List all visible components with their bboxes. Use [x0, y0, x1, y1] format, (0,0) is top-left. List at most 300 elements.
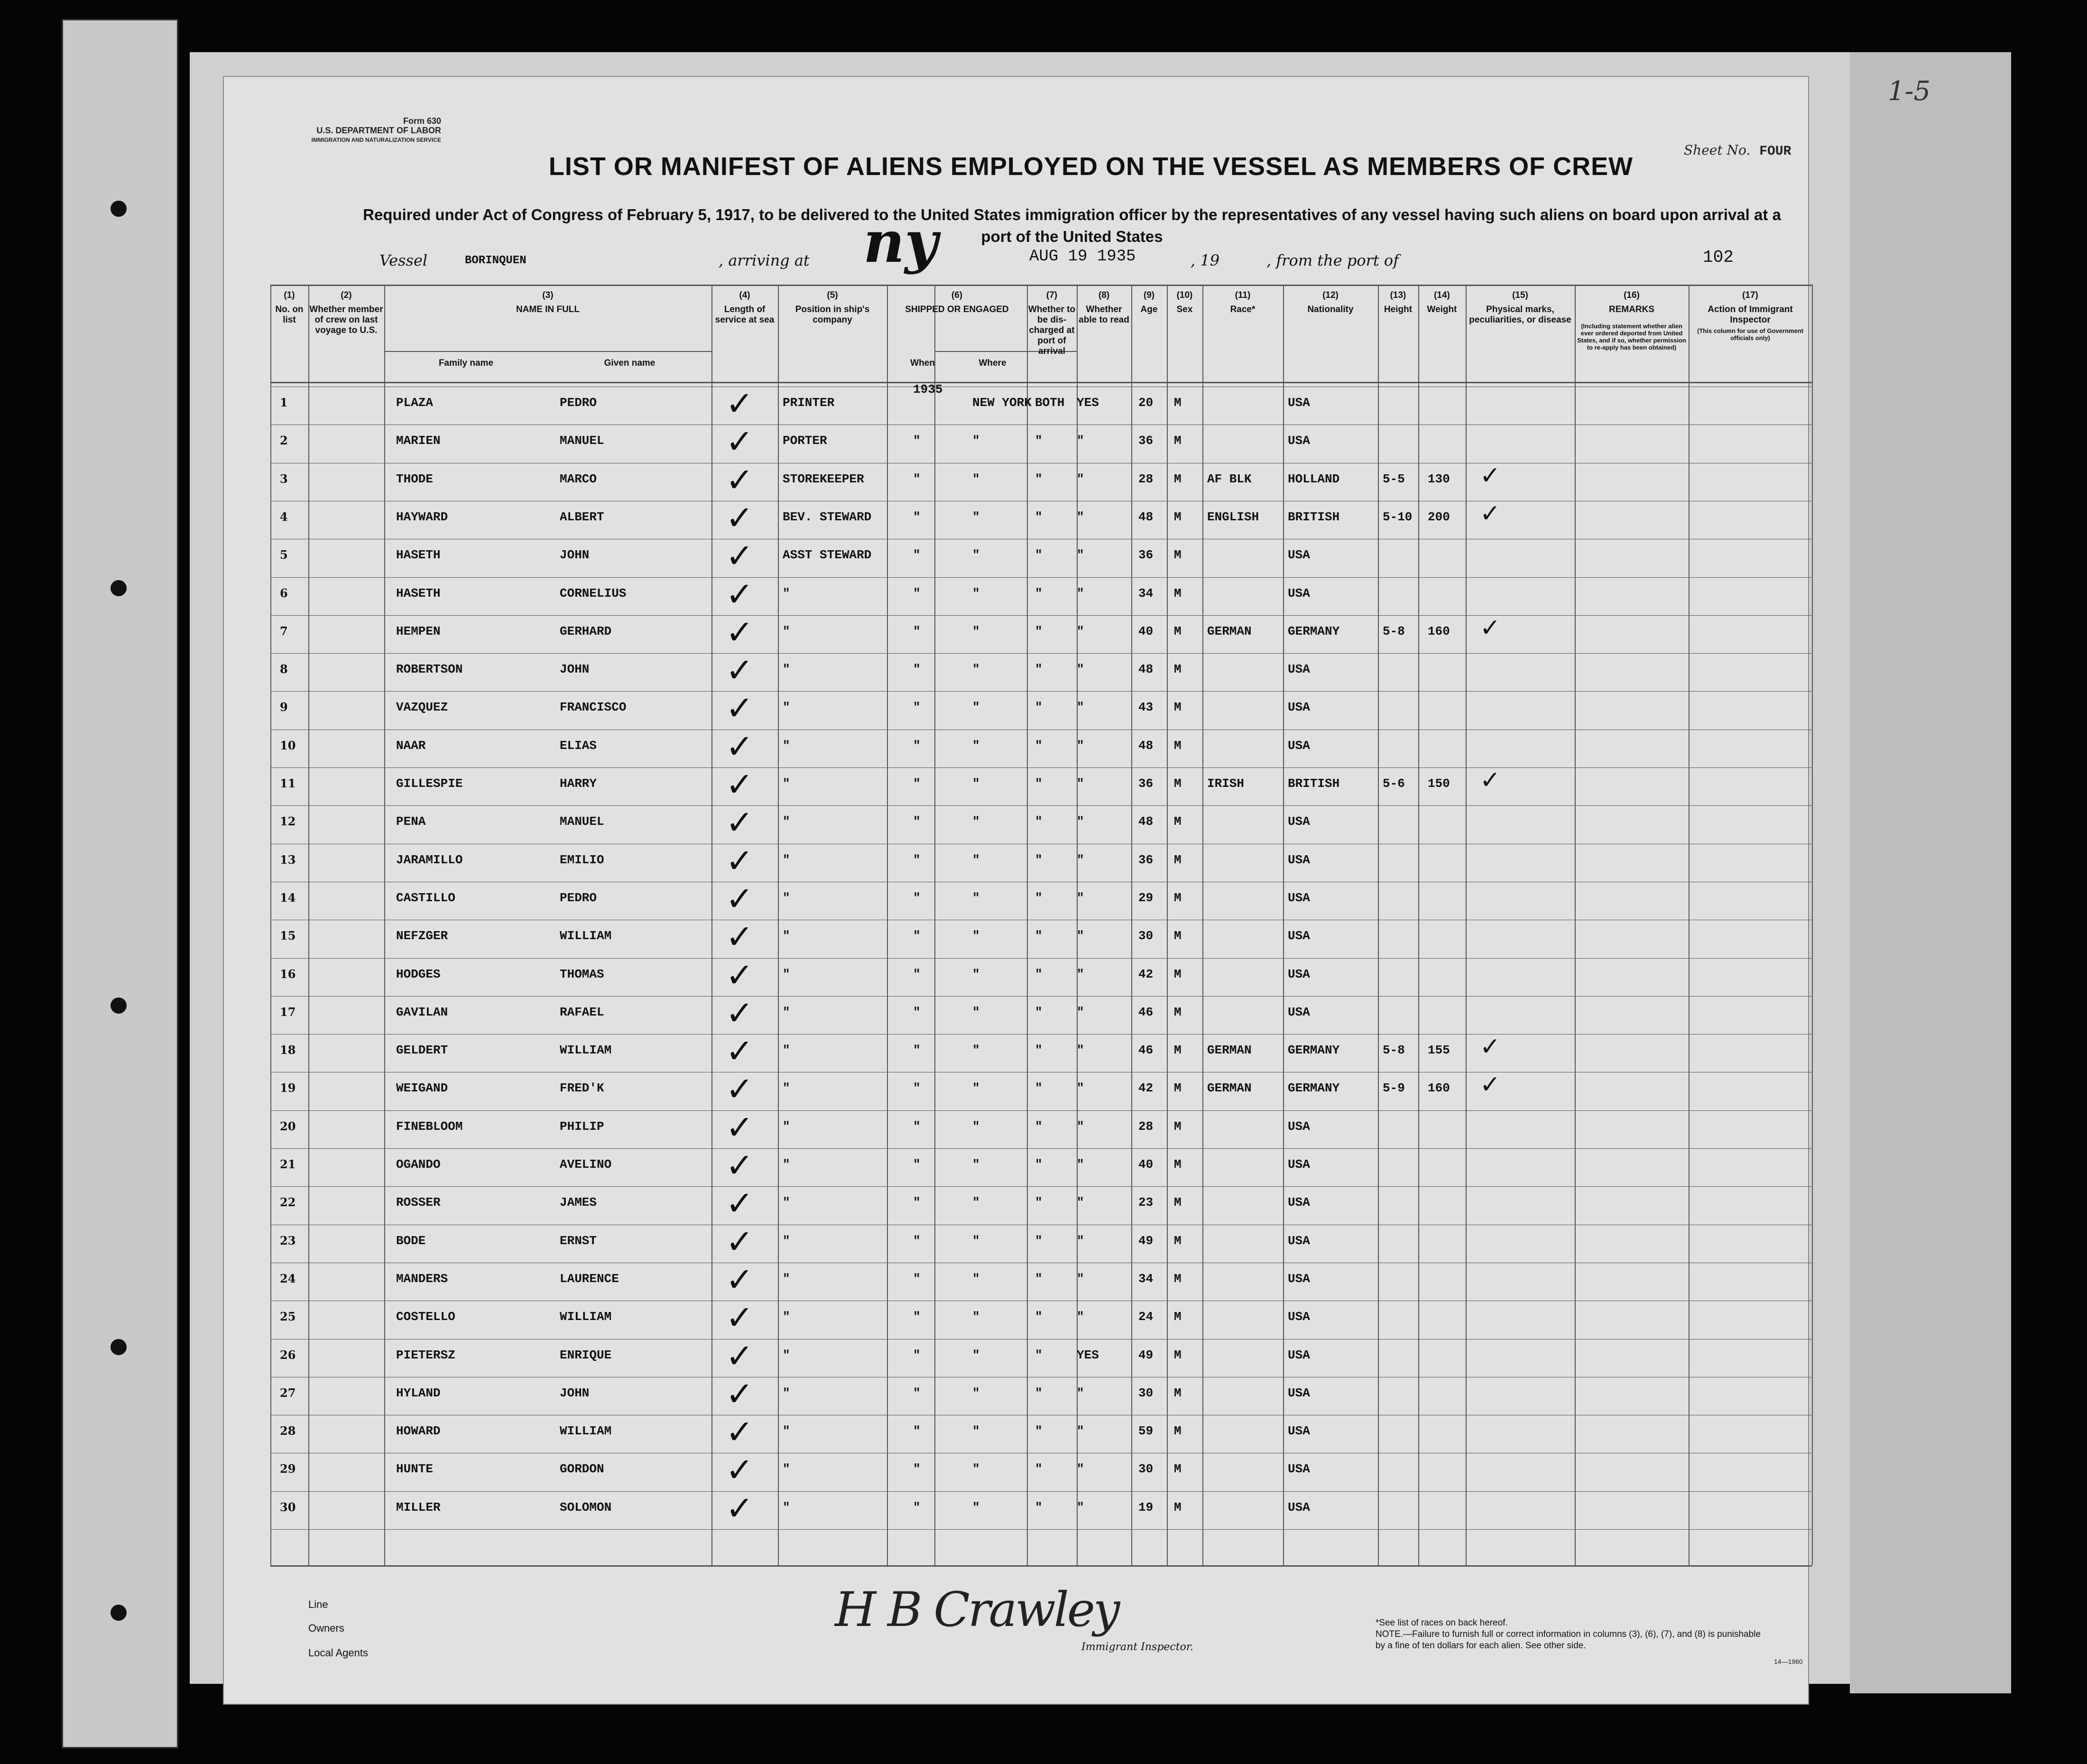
age: 34 — [1138, 1271, 1154, 1286]
check-mark-icon: ✓ — [726, 384, 754, 423]
sex: M — [1174, 929, 1182, 943]
row-number: 8 — [280, 662, 288, 676]
column-label: Where — [979, 358, 1007, 368]
column-label: No. on list — [275, 305, 304, 325]
age: 36 — [1138, 548, 1154, 563]
position: " — [783, 1271, 790, 1286]
column-number: (5) — [827, 290, 838, 300]
column-header — [1131, 290, 1167, 315]
position: " — [783, 1043, 790, 1058]
family-name: GAVILAN — [396, 1005, 448, 1019]
local-agents-label: Local Agents — [308, 1647, 368, 1659]
age: 48 — [1138, 509, 1154, 524]
able-to-read: " — [1077, 814, 1084, 829]
age: 36 — [1138, 434, 1154, 448]
column-header — [1689, 327, 1812, 342]
shipped-where: NEW YORK — [972, 396, 1032, 410]
shipped-where: " — [972, 1119, 980, 1134]
page-title: LIST OR MANIFEST OF ALIENS EMPLOYED ON THE VESSEL AS MEMBERS OF CREW — [548, 152, 1634, 181]
nationality: HOLLAND — [1288, 471, 1340, 486]
age: 42 — [1138, 1081, 1154, 1096]
shipped-where: " — [972, 1462, 980, 1477]
column-header — [778, 290, 887, 325]
table-row — [270, 1222, 1812, 1266]
shipped-where: " — [972, 776, 980, 791]
nationality: USA — [1288, 1195, 1310, 1210]
position: " — [783, 852, 790, 867]
punch-hole — [111, 1339, 127, 1355]
given-name: SOLOMON — [560, 1500, 612, 1515]
sex: M — [1174, 434, 1182, 448]
check-mark-icon: ✓ — [726, 1374, 754, 1413]
manifest-number: 102 — [1703, 248, 1734, 267]
check-mark-icon: ✓ — [726, 498, 754, 537]
family-name: FINEBLOOM — [396, 1119, 463, 1134]
family-name: HASETH — [396, 586, 441, 600]
shipped-when: " — [913, 1271, 921, 1286]
discharged: " — [1035, 471, 1043, 486]
position: " — [783, 967, 790, 981]
age: 46 — [1138, 1005, 1154, 1019]
given-name: PHILIP — [560, 1119, 604, 1134]
discharged: " — [1035, 738, 1043, 753]
column-header — [887, 358, 958, 369]
sex: M — [1174, 890, 1182, 905]
age: 48 — [1138, 814, 1154, 829]
sex: M — [1174, 852, 1182, 867]
family-name: MILLER — [396, 1500, 441, 1515]
column-label: Sex — [1176, 305, 1193, 314]
given-name: FRED'K — [560, 1081, 604, 1096]
table-row — [270, 879, 1812, 923]
able-to-read: " — [1077, 700, 1084, 715]
shipped-when: " — [913, 1385, 921, 1400]
given-name: MARCO — [560, 471, 597, 486]
footnote-races: *See list of races on back hereof. — [1376, 1618, 1508, 1628]
age: 29 — [1138, 890, 1154, 905]
height: 5-10 — [1383, 509, 1413, 524]
row-number: 17 — [280, 1005, 296, 1019]
sex: M — [1174, 814, 1182, 829]
row-number: 21 — [280, 1157, 296, 1171]
discharged: " — [1035, 548, 1043, 563]
position: " — [783, 1462, 790, 1477]
vessel-name: BORINQUEN — [465, 254, 526, 267]
row-number: 22 — [280, 1195, 296, 1210]
right-edge-page — [1850, 52, 2011, 1693]
able-to-read: " — [1077, 662, 1084, 677]
table-row — [270, 689, 1812, 732]
shipped-where: " — [972, 1043, 980, 1058]
position: " — [783, 586, 790, 600]
able-to-read: " — [1077, 776, 1084, 791]
shipped-where: " — [972, 471, 980, 486]
shipped-when: " — [913, 586, 921, 600]
check-mark-icon: ✓ — [1480, 499, 1501, 528]
column-number: (10) — [1176, 290, 1193, 300]
family-name: HAYWARD — [396, 509, 448, 524]
row-number: 13 — [280, 852, 296, 867]
table-row — [270, 993, 1812, 1037]
able-to-read: " — [1077, 548, 1084, 563]
column-label: Weight — [1427, 305, 1457, 314]
able-to-read: " — [1077, 852, 1084, 867]
column-label: Position in ship's company — [795, 305, 870, 325]
able-to-read: " — [1077, 1081, 1084, 1096]
check-mark-icon: ✓ — [726, 422, 754, 462]
shipped-where: " — [972, 1157, 980, 1172]
table-row — [270, 917, 1812, 961]
family-name: COSTELLO — [396, 1310, 455, 1324]
discharged: " — [1035, 1081, 1043, 1096]
position: ASST STEWARD — [783, 548, 872, 563]
shipped-when: " — [913, 929, 921, 943]
sex: M — [1174, 509, 1182, 524]
nationality: USA — [1288, 1271, 1310, 1286]
column-label: REMARKS — [1608, 305, 1655, 314]
position: BEV. STEWARD — [783, 509, 872, 524]
given-name: WILLIAM — [560, 1310, 612, 1324]
column-header — [1378, 290, 1418, 315]
column-number: (9) — [1143, 290, 1155, 300]
position: " — [783, 1119, 790, 1134]
discharged: " — [1035, 1424, 1043, 1439]
given-name: THOMAS — [560, 967, 604, 981]
nationality: USA — [1288, 1348, 1310, 1362]
column-number: (13) — [1390, 290, 1406, 300]
table-border — [270, 285, 1812, 286]
table-row — [270, 382, 1812, 428]
height: 5-6 — [1383, 776, 1405, 791]
shipped-when: " — [913, 1233, 921, 1248]
position: " — [783, 1500, 790, 1515]
given-name: PEDRO — [560, 396, 597, 410]
column-number: (12) — [1322, 290, 1339, 300]
table-row — [270, 1374, 1812, 1418]
shipped-where: " — [972, 509, 980, 524]
binder-strip — [62, 19, 178, 1748]
able-to-read: YES — [1077, 1348, 1099, 1362]
family-name: HOWARD — [396, 1424, 441, 1439]
shipped-when: " — [913, 434, 921, 448]
shipped-when: " — [913, 662, 921, 677]
column-label: Action of Immigrant Inspector — [1708, 305, 1793, 325]
column-number: (4) — [739, 290, 750, 300]
shipped-when: " — [913, 1424, 921, 1439]
nationality: USA — [1288, 1424, 1310, 1439]
given-name: JOHN — [560, 548, 590, 563]
sex: M — [1174, 700, 1182, 715]
table-row — [270, 1260, 1812, 1304]
able-to-read: " — [1077, 1310, 1084, 1324]
form-code: 14—1960 — [1774, 1658, 1803, 1665]
shipped-where: " — [972, 1310, 980, 1324]
shipped-when: " — [913, 1043, 921, 1058]
family-name: NAAR — [396, 738, 426, 753]
age: 34 — [1138, 586, 1154, 600]
sex: M — [1174, 1310, 1182, 1324]
check-mark-icon: ✓ — [726, 689, 754, 728]
column-label: (Including statement whether alien ever ordered deported from United States, and if so, whether permission to re-apply has been obtained) — [1577, 323, 1686, 351]
shipped-where: " — [972, 1424, 980, 1439]
given-name: EMILIO — [560, 852, 604, 867]
table-row — [270, 765, 1812, 809]
row-number: 20 — [280, 1119, 296, 1133]
table-row — [270, 422, 1812, 466]
position: " — [783, 929, 790, 943]
row-number: 6 — [280, 586, 288, 600]
check-mark-icon: ✓ — [1480, 766, 1501, 794]
sex: M — [1174, 1195, 1182, 1210]
position: " — [783, 1348, 790, 1362]
nationality: USA — [1288, 1310, 1310, 1324]
given-name: LAURENCE — [560, 1271, 619, 1286]
weight: 150 — [1428, 776, 1450, 791]
inspector-signature: H B Crawley — [835, 1582, 1118, 1637]
punch-hole — [111, 201, 127, 217]
punch-hole — [111, 997, 127, 1014]
sex: M — [1174, 738, 1182, 753]
shipped-when: " — [913, 1462, 921, 1477]
check-mark-icon: ✓ — [726, 727, 754, 766]
position: " — [783, 1385, 790, 1400]
discharged: " — [1035, 1385, 1043, 1400]
table-border — [270, 1565, 1812, 1567]
discharged: " — [1035, 890, 1043, 905]
shipped-when: " — [913, 509, 921, 524]
nationality: USA — [1288, 1462, 1310, 1477]
able-to-read: YES — [1077, 396, 1099, 410]
check-mark-icon: ✓ — [726, 612, 754, 652]
age: 46 — [1138, 1043, 1154, 1058]
sex: M — [1174, 1462, 1182, 1477]
table-row — [270, 460, 1812, 504]
sheet-number-label: Sheet No. — [1684, 142, 1751, 158]
sex: M — [1174, 624, 1182, 638]
service-name: IMMIGRATION AND NATURALIZATION SERVICE — [311, 137, 441, 143]
row-number: 24 — [280, 1271, 296, 1285]
column-header — [1283, 290, 1378, 315]
column-header — [270, 290, 308, 325]
able-to-read: " — [1077, 1271, 1084, 1286]
shipped-where: " — [972, 1005, 980, 1019]
column-label: Nationality — [1307, 305, 1354, 314]
sex: M — [1174, 1271, 1182, 1286]
given-name: FRANCISCO — [560, 700, 627, 715]
nationality: USA — [1288, 967, 1310, 981]
given-name: PEDRO — [560, 890, 597, 905]
form-identifier — [299, 116, 441, 145]
table-row — [270, 727, 1812, 771]
given-name: ERNST — [560, 1233, 597, 1248]
age: 30 — [1138, 1385, 1154, 1400]
shipped-where: " — [972, 700, 980, 715]
family-name: PENA — [396, 814, 426, 829]
column-header — [1466, 290, 1575, 325]
given-name: WILLIAM — [560, 1043, 612, 1058]
nationality: USA — [1288, 852, 1310, 867]
table-row — [270, 651, 1812, 694]
nationality: USA — [1288, 396, 1310, 410]
family-name: PLAZA — [396, 396, 434, 410]
check-mark-icon: ✓ — [726, 1032, 754, 1071]
shipped-when: " — [913, 738, 921, 753]
given-name: ALBERT — [560, 509, 604, 524]
shipped-where: " — [972, 1385, 980, 1400]
discharged: " — [1035, 700, 1043, 715]
table-row — [270, 1336, 1812, 1380]
check-mark-icon: ✓ — [726, 841, 754, 880]
discharged: " — [1035, 1157, 1043, 1172]
check-mark-icon: ✓ — [726, 1413, 754, 1452]
able-to-read: " — [1077, 1500, 1084, 1515]
column-header — [1575, 290, 1689, 315]
shipped-where: " — [972, 662, 980, 677]
line-label: Line — [308, 1598, 328, 1610]
shipped-when: " — [913, 548, 921, 563]
shipped-when: " — [913, 1005, 921, 1019]
able-to-read: " — [1077, 738, 1084, 753]
nationality: USA — [1288, 1157, 1310, 1172]
age: 19 — [1138, 1500, 1154, 1515]
family-name: HUNTE — [396, 1462, 434, 1477]
shipped-where: " — [972, 890, 980, 905]
age: 42 — [1138, 967, 1154, 981]
row-number: 7 — [280, 624, 288, 638]
given-name: RAFAEL — [560, 1005, 604, 1019]
able-to-read: " — [1077, 1385, 1084, 1400]
shipped-when: " — [913, 1157, 921, 1172]
position: " — [783, 1310, 790, 1324]
nationality: USA — [1288, 929, 1310, 943]
shipped-when: " — [913, 1195, 921, 1210]
column-number: (7) — [1046, 290, 1058, 300]
sex: M — [1174, 1233, 1182, 1248]
check-mark-icon: ✓ — [726, 993, 754, 1033]
weight: 160 — [1428, 1081, 1450, 1096]
table-row — [270, 1298, 1812, 1342]
shipped-when: " — [913, 1310, 921, 1324]
given-name: MANUEL — [560, 814, 604, 829]
age: 23 — [1138, 1195, 1154, 1210]
table-row — [270, 1413, 1812, 1456]
sex: M — [1174, 776, 1182, 791]
able-to-read: " — [1077, 929, 1084, 943]
nationality: GERMANY — [1288, 1043, 1340, 1058]
age: 40 — [1138, 624, 1154, 638]
shipped-where: " — [972, 967, 980, 981]
age: 59 — [1138, 1424, 1154, 1439]
shipped-where: " — [972, 738, 980, 753]
discharged: " — [1035, 1119, 1043, 1134]
given-name: ENRIQUE — [560, 1348, 612, 1362]
discharged: " — [1035, 1233, 1043, 1248]
age: 36 — [1138, 852, 1154, 867]
discharged: " — [1035, 1310, 1043, 1324]
position: " — [783, 662, 790, 677]
row-number: 18 — [280, 1043, 296, 1057]
able-to-read: " — [1077, 509, 1084, 524]
discharged: " — [1035, 434, 1043, 448]
position: " — [783, 776, 790, 791]
age: 48 — [1138, 738, 1154, 753]
family-name: BODE — [396, 1233, 426, 1248]
given-name: MANUEL — [560, 434, 604, 448]
nationality: USA — [1288, 1119, 1310, 1134]
check-mark-icon: ✓ — [726, 1222, 754, 1261]
discharged: " — [1035, 776, 1043, 791]
sheet-number — [1684, 142, 1791, 159]
column-number: (15) — [1512, 290, 1528, 300]
table-row — [270, 1146, 1812, 1190]
footnote — [1376, 1617, 1764, 1652]
shipped-when: " — [913, 471, 921, 486]
nationality: USA — [1288, 814, 1310, 829]
row-number: 27 — [280, 1385, 296, 1400]
nationality: USA — [1288, 700, 1310, 715]
column-label: Whether able to read — [1079, 305, 1129, 325]
weight: 200 — [1428, 509, 1450, 524]
check-mark-icon: ✓ — [726, 765, 754, 804]
family-name: HEMPEN — [396, 624, 441, 638]
position: " — [783, 1424, 790, 1439]
table-row — [270, 841, 1812, 885]
column-label: (This column for use of Government officials only) — [1697, 327, 1803, 342]
height: 5-8 — [1383, 1043, 1405, 1058]
column-header — [308, 290, 384, 336]
vessel-label: Vessel — [379, 251, 428, 269]
table-row — [270, 1184, 1812, 1228]
able-to-read: " — [1077, 586, 1084, 600]
column-header — [1027, 290, 1077, 357]
given-name: WILLIAM — [560, 1424, 612, 1439]
nationality: BRITISH — [1288, 776, 1340, 791]
column-header — [1418, 290, 1466, 315]
given-name: ELIAS — [560, 738, 597, 753]
shipped-where: " — [972, 548, 980, 563]
column-header — [1077, 290, 1131, 325]
column-number: (8) — [1098, 290, 1110, 300]
family-name: ROBERTSON — [396, 662, 463, 677]
shipped-when: " — [913, 1081, 921, 1096]
table-row — [270, 536, 1812, 580]
position: " — [783, 700, 790, 715]
sex: M — [1174, 1385, 1182, 1400]
row-number: 1 — [280, 396, 288, 409]
row-number: 14 — [280, 890, 296, 905]
position: " — [783, 1195, 790, 1210]
column-header — [384, 358, 548, 369]
arrival-date: AUG 19 1935 — [1029, 248, 1136, 266]
subtitle-line-1: Required under Act of Congress of February 5, 1917, to be delivered to the United States immigration officer by the representatives of any vessel having such aliens on board upon arrival at a — [363, 206, 1781, 223]
given-name: JAMES — [560, 1195, 597, 1210]
check-mark-icon: ✓ — [726, 574, 754, 614]
punch-hole — [111, 580, 127, 596]
age: 24 — [1138, 1310, 1154, 1324]
column-header — [1689, 290, 1812, 325]
shipped-when: " — [913, 967, 921, 981]
row-number: 19 — [280, 1081, 296, 1095]
check-mark-icon: ✓ — [726, 1260, 754, 1299]
given-name: CORNELIUS — [560, 586, 627, 600]
family-name: WEIGAND — [396, 1081, 448, 1096]
column-label: Race* — [1230, 305, 1256, 314]
shipped-where: " — [972, 1233, 980, 1248]
check-mark-icon: ✓ — [726, 803, 754, 842]
check-mark-icon: ✓ — [726, 1336, 754, 1376]
sex: M — [1174, 396, 1182, 410]
nationality: USA — [1288, 1500, 1310, 1515]
